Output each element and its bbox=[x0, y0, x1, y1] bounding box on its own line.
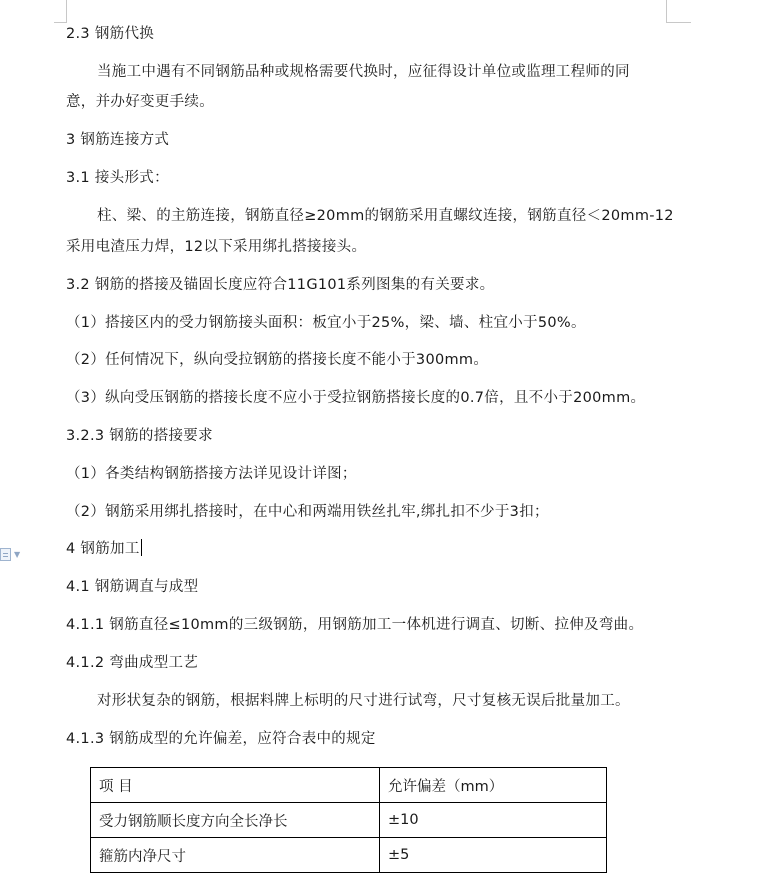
paragraph-line: 柱、梁、的主筋连接，钢筋直径≥20mm的钢筋采用直螺纹连接，钢筋直径＜20mm-12 bbox=[97, 208, 674, 224]
table-cell-item: 受力钢筋顺长度方向全长净长 bbox=[91, 803, 380, 838]
crop-mark-left bbox=[54, 0, 67, 23]
list-item: （1）各类结构钢筋搭接方法详见设计详图； bbox=[66, 466, 357, 482]
heading-3: 3 钢筋连接方式 bbox=[66, 132, 170, 148]
table-row bbox=[91, 803, 607, 838]
table-cell-tolerance: ±10 bbox=[380, 803, 607, 838]
paragraph-line: 意，并办好变更手续。 bbox=[66, 94, 214, 110]
crop-mark-right bbox=[666, 0, 691, 23]
heading-4-1: 4.1 钢筋调直与成型 bbox=[66, 579, 199, 595]
table-cell-item: 箍筋内净尺寸 bbox=[91, 838, 380, 873]
list-item: （2）钢筋采用绑扎搭接时，在中心和两端用铁丝扎牢,绑扎扣不少于3扣； bbox=[66, 504, 549, 520]
paragraph-4-1-1: 4.1.1 钢筋直径≤10mm的三级钢筋，用钢筋加工一体机进行调直、切断、拉伸及弯曲。 bbox=[66, 617, 644, 633]
list-item: （3）纵向受压钢筋的搭接长度不应小于受拉钢筋搭接长度的0.7倍，且不小于200mm。 bbox=[66, 390, 646, 406]
heading-4[interactable] bbox=[66, 539, 142, 559]
text-cursor bbox=[141, 539, 142, 556]
heading-4-1-2: 4.1.2 弯曲成型工艺 bbox=[66, 655, 199, 671]
heading-4-1-3: 4.1.3 钢筋成型的允许偏差，应符合表中的规定 bbox=[66, 731, 376, 747]
chevron-down-icon: ▼ bbox=[14, 549, 21, 559]
heading-4-text: 4 钢筋加工 bbox=[66, 541, 140, 557]
heading-3-2-3: 3.2.3 钢筋的搭接要求 bbox=[66, 428, 213, 444]
heading-3-2: 3.2 钢筋的搭接及锚固长度应符合11G101系列图集的有关要求。 bbox=[66, 277, 495, 293]
table-header-row bbox=[91, 768, 607, 803]
table-header-item: 项 目 bbox=[91, 768, 380, 803]
heading-3-1: 3.1 接头形式： bbox=[66, 170, 169, 186]
table-row bbox=[91, 838, 607, 873]
table-cell-tolerance: ±5 bbox=[380, 838, 607, 873]
list-item: （1）搭接区内的受力钢筋接头面积：板宜小于25%，梁、墙、柱宜小于50%。 bbox=[66, 315, 586, 331]
paragraph-line: 采用电渣压力焊，12以下采用绑扎搭接接头。 bbox=[66, 239, 367, 255]
heading-2-3: 2.3 钢筋代换 bbox=[66, 26, 155, 42]
list-item: （2）任何情况下，纵向受拉钢筋的搭接长度不能小于300mm。 bbox=[66, 352, 489, 368]
document-options-icon[interactable] bbox=[0, 546, 30, 562]
tolerance-table bbox=[90, 767, 607, 873]
paragraph-line: 当施工中遇有不同钢筋品种或规格需要代换时，应征得设计单位或监理工程师的同 bbox=[97, 64, 630, 80]
page-icon bbox=[0, 548, 11, 561]
table-header-tolerance: 允许偏差（mm） bbox=[380, 768, 607, 803]
paragraph-line: 对形状复杂的钢筋，根据料牌上标明的尺寸进行试弯，尺寸复核无误后批量加工。 bbox=[97, 693, 630, 709]
